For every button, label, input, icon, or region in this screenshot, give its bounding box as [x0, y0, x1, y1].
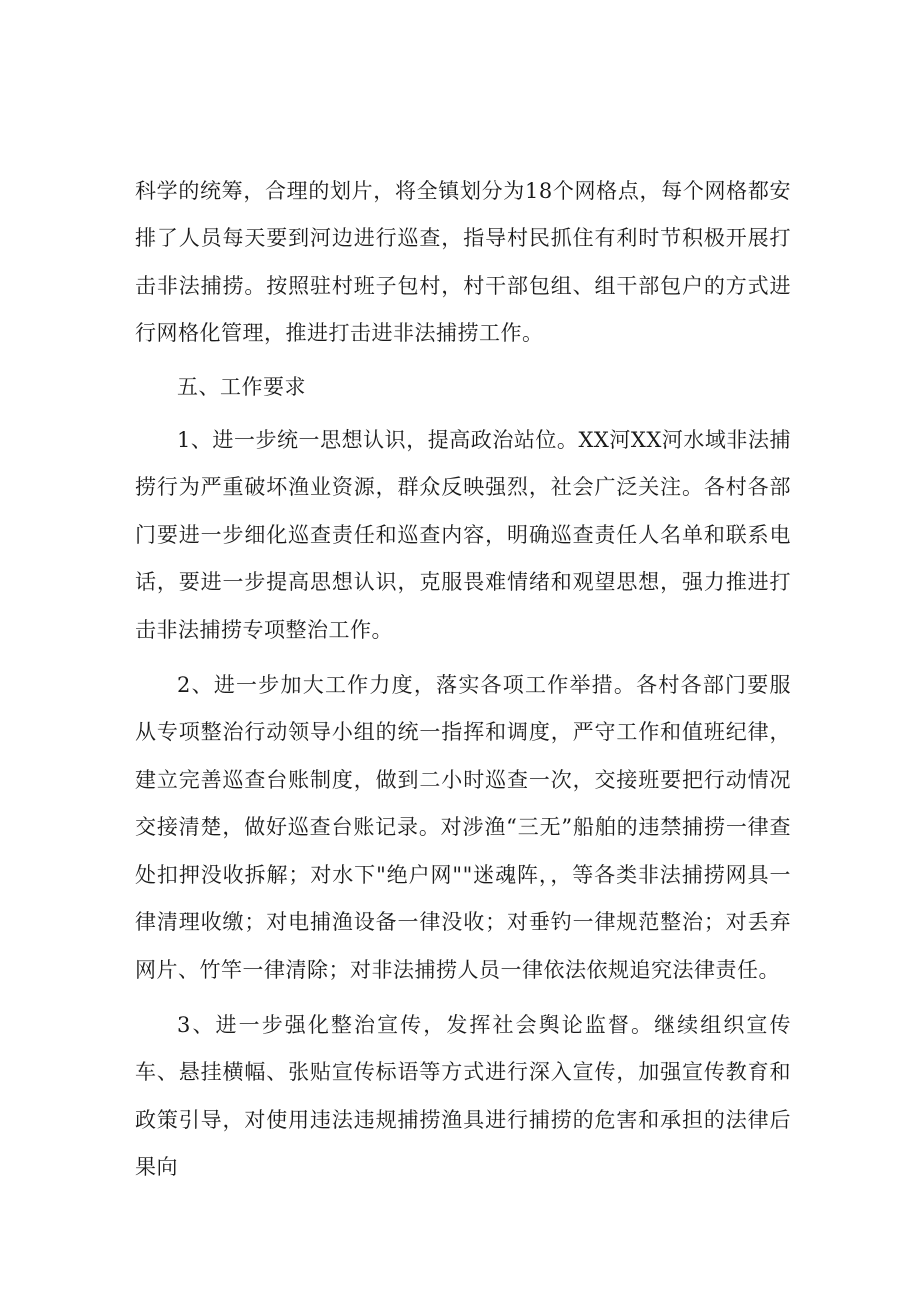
spacer [135, 654, 791, 662]
paragraph-requirement-3: 3、进一步强化整治宣传，发挥社会舆论监督。继续组织宣传车、悬挂横幅、张贴宣传标语等方式进行深入宣传，加强宣传教育和政策引导，对使用违法违规捕捞渔具进行捕捞的危害和承担的法律后果向 [135, 1012, 791, 1180]
paragraph-requirement-2: 2、进一步加大工作力度，落实各项工作举措。各村各部门要服从专项整治行动领导小组的统一指挥和调度，严守工作和值班纪律，建立完善巡查台账制度，做到二小时巡查一次，交接班要把行动情况交接清楚，做好巡查台账记录。对涉渔“三无”船舶的违禁捕捞一律查处扣押没收拆解；对水下"绝户网""迷魂阵，，等各类非法捕捞网具一律清理收缴；对电捕渔设备一律没收；对垂钓一律规范整治；对丢弃网片、竹竿一律清除；对非法捕捞人员一律依法依规追究法律责任。 [135, 673, 791, 982]
paragraph-requirement-1: 1、进一步统一思想认识，提高政治站位。XX河XX河水域非法捕捞行为严重破坏渔业资源，群众反映强烈，社会广泛关注。各村各部门要进一步细化巡查责任和巡查内容，明确巡查责任人名单和联系电话，要进一步提高思想认识，克服畏难情绪和观望思想，强力推进打击非法捕捞专项整治工作。 [135, 428, 791, 642]
section-heading-work-requirements: 五、工作要求 [177, 374, 306, 399]
spacer [135, 994, 791, 1002]
paragraph-grid-management: 科学的统筹，合理的划片，将全镇划分为18个网格点，每个网格都安排了人员每天要到河边进行巡查，指导村民抓住有利时节积极开展打击非法捕捞。按照驻村班子包村，村干部包组、组干部包户的方式进行网格化管理，推进打击进非法捕捞工作。 [135, 179, 791, 346]
document-body [135, 168, 791, 1192]
